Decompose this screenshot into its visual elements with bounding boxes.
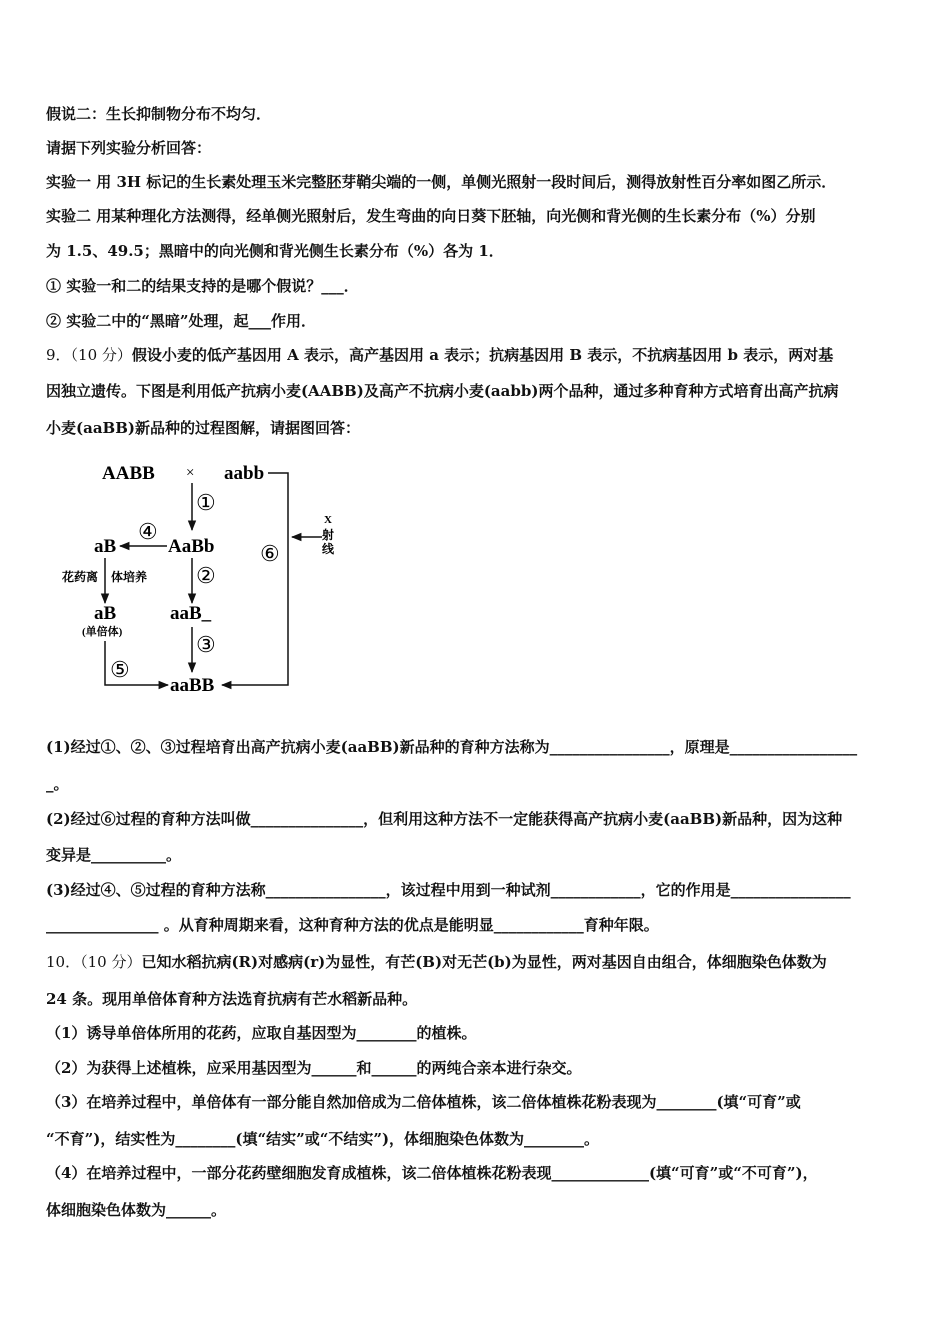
text-line: (2)经过⑥过程的育种方法叫做_______________，但利用这种方法不一定能获得高产抗病小麦(aaBB)新品种，因为这种 (46, 810, 843, 828)
gamete-label: aB (94, 536, 117, 557)
culture-label-right: 体培养 (111, 570, 148, 584)
question-number: 9．（10 分） (46, 346, 132, 364)
selected-label: aaB_ (170, 603, 212, 624)
text-line: “不育”)，结实性为________(填“结实”或“不结实”)，体细胞染色体数为________。 (46, 1130, 600, 1148)
cross-symbol: × (186, 465, 195, 481)
text-line: 请据下列实验分析回答： (46, 139, 212, 157)
xray-label-1: X (324, 514, 332, 526)
step4-marker: ④ (138, 519, 158, 544)
text-line: ① 实验一和二的结果支持的是哪个假说？___． (46, 277, 359, 295)
text-line: 变异是__________。 (46, 846, 182, 864)
target-label: aaBB (170, 675, 215, 696)
xray-label-3: 线 (322, 542, 335, 556)
step6-marker: ⑥ (260, 541, 280, 566)
step2-marker: ② (196, 563, 216, 588)
text-line: （2）为获得上述植株，应采用基因型为______和______的两纯合亲本进行杂交。 (46, 1059, 582, 1077)
text-line: 实验二 用某种理化方法测得，经单侧光照射后，发生弯曲的向日葵下胚轴，向光侧和背光侧的生长素分布（%）分别 (46, 207, 816, 225)
text-line: 24 条。现用单倍体育种方法选育抗病有芒水稻新品种。 (46, 990, 418, 1008)
text-line: _______________ 。从育种周期来看，这种育种方法的优点是能明显____________育种年限。 (46, 916, 659, 934)
haploid-label: aB (94, 603, 117, 624)
text-line: _。 (46, 775, 69, 793)
text-line: （3）在培养过程中，单倍体有一部分能自然加倍成为二倍体植株，该二倍体植株花粉表现为________(填“可育”或 (46, 1093, 801, 1111)
question-text: 已知水稻抗病(R)对感病(r)为显性，有芒(B)对无芒(b)为显性，两对基因自由组合，体细胞染色体数为 (141, 953, 827, 971)
text-line: （4）在培养过程中，一部分花药壁细胞发育成植株，该二倍体植株花粉表现_____________(填“可育”或“不可育”)， (46, 1164, 818, 1182)
text-line: (1)经过①、②、③过程培育出高产抗病小麦(aaBB)新品种的育种方法称为________________，原理是_________________ (46, 738, 858, 756)
text-line: (3)经过④、⑤过程的育种方法称________________，该过程中用到一种试剂____________，它的作用是________________ (46, 881, 851, 899)
f1-label: AaBb (168, 536, 215, 557)
text-line: 体细胞染色体数为______。 (46, 1201, 227, 1219)
parent1-label: AABB (102, 463, 155, 484)
haploid-note: (单倍体) (82, 626, 123, 638)
text-line: 假说二：生长抑制物分布不均匀． (46, 105, 272, 123)
text-line: ② 实验二中的“黑暗”处理，起___作用． (46, 312, 316, 330)
parent2-label: aabb (224, 463, 265, 484)
question-9-intro (46, 345, 910, 365)
question-number: 10．（10 分） (46, 953, 142, 971)
text-line: 实验一 用 3H 标记的生长素处理玉米完整胚芽鞘尖端的一侧，单侧光照射一段时间后，测得放射性百分率如图乙所示． (46, 173, 837, 191)
text-line: 为 1.5、49.5；黑暗中的向光侧和背光侧生长素分布（%）各为 1． (46, 242, 504, 260)
step5-marker: ⑤ (110, 657, 130, 682)
question-10-intro (46, 952, 910, 972)
culture-label-left: 花药离 (62, 570, 99, 584)
xray-label-2: 射 (322, 528, 335, 542)
arrow-step6 (222, 473, 288, 685)
text-line: 因独立遗传。下图是利用低产抗病小麦(AABB)及高产不抗病小麦(aabb)两个品种，通过多种育种方式培育出高产抗病 (46, 382, 839, 400)
text-line: （1）诱导单倍体所用的花药，应取自基因型为________的植株。 (46, 1024, 477, 1042)
breeding-diagram (62, 455, 380, 700)
step3-marker: ③ (196, 632, 216, 657)
text-line: 小麦(aaBB)新品种的过程图解，请据图回答： (46, 419, 360, 437)
step1-marker: ① (196, 490, 216, 515)
question-text: 假设小麦的低产基因用 A 表示，高产基因用 a 表示；抗病基因用 B 表示，不抗病基因用 b 表示，两对基 (131, 346, 834, 364)
